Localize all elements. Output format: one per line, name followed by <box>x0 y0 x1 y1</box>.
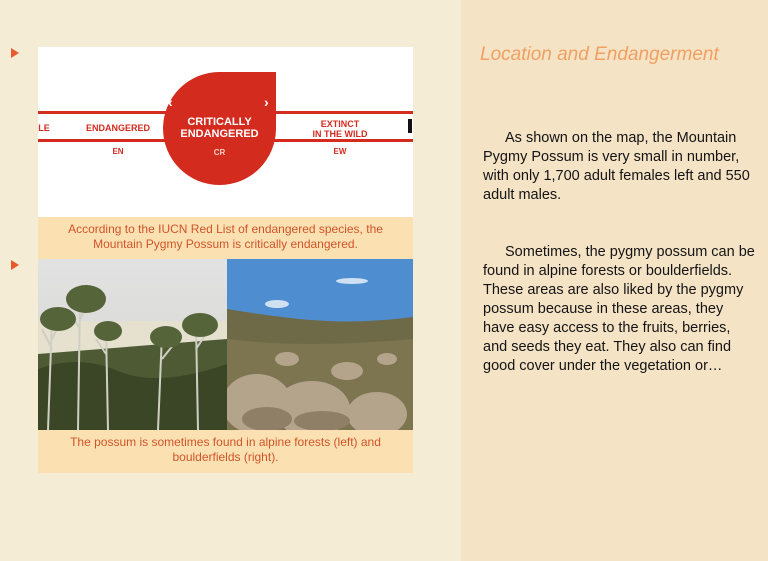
iucn-critical-line2: ENDANGERED <box>180 128 259 140</box>
iucn-partial-label: LE <box>38 123 50 133</box>
section-heading: Location and Endangerment <box>480 44 719 65</box>
iucn-extinct-label <box>300 119 380 139</box>
chevron-left-icon: ‹ <box>168 94 173 110</box>
alpine-forest-photo <box>38 259 227 430</box>
iucn-critical-code: CR <box>213 148 226 157</box>
boulderfield-photo <box>227 259 413 430</box>
habitat-caption: The possum is sometimes found in alpine forests (left) and boulderfields (right). <box>38 430 413 473</box>
iucn-endangered-label: ENDANGERED <box>85 123 150 133</box>
iucn-extinct-line1: EXTINCT <box>320 119 360 129</box>
iucn-caption: According to the IUCN Red List of endangered species, the Mountain Pygmy Possum is critically endangered. <box>38 217 413 259</box>
chevron-right-icon: › <box>264 94 269 110</box>
bullet-marker-1 <box>11 48 19 58</box>
bullet-marker-2 <box>11 260 19 270</box>
iucn-critically-endangered-badge <box>163 72 276 185</box>
paragraph-population: As shown on the map, the Mountain Pygmy Possum is very small in number, with only 1,700 adult females left and 550 adult males. <box>483 130 750 203</box>
iucn-scale-figure <box>38 47 413 217</box>
iucn-critical-line1: CRITICALLY <box>187 116 252 128</box>
iucn-extinct-code: EW <box>333 147 347 156</box>
iucn-extinct-line2: IN THE WILD <box>312 129 368 139</box>
iucn-endangered-code: EN <box>112 147 124 156</box>
paragraph-habitat: Sometimes, the pygmy possum can be found in alpine forests or boulderfields. These areas are also liked by the pygmy possum because in these areas, they have easy access to the fruits, berries, and seeds they eat. They also can find good cover under the vegetation or… <box>483 244 755 374</box>
iucn-critical-label <box>163 116 276 140</box>
iucn-next-marker <box>408 119 412 133</box>
